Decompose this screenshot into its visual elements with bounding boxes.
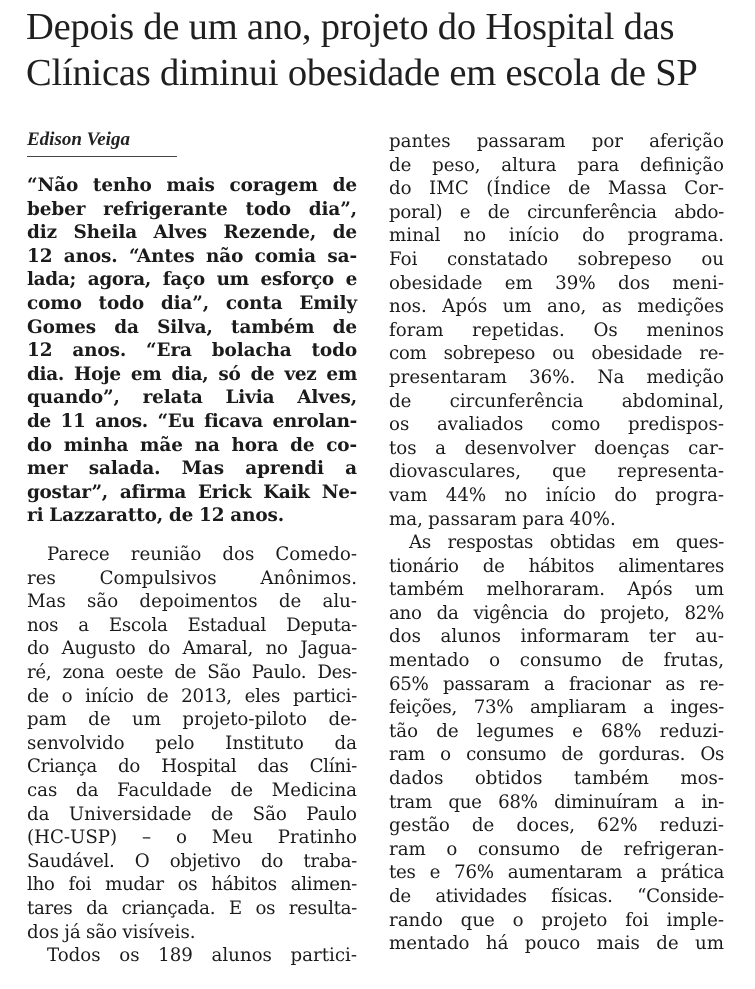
text-line: nos. Após um ano, as medições <box>389 296 724 318</box>
text-line: do Augusto do Amaral, no Jagua- <box>27 638 357 660</box>
text-line: (HC-USP) – o Meu Pratinho <box>27 827 357 849</box>
text-line: vam 44% no início do progra- <box>389 484 724 506</box>
text-line: dos alunos informaram ter au- <box>389 626 724 648</box>
text-line: gostar”, afirma Erick Kaik Ne- <box>27 481 357 503</box>
text-line: com sobrepeso ou obesidade re- <box>389 343 724 365</box>
text-line: pantes passaram por aferição <box>389 131 724 152</box>
text-line: dados obtidos também mos- <box>389 768 724 790</box>
text-line: ano da vigência do projeto, 82% <box>389 602 724 624</box>
text-line: Foi constatado sobrepeso ou <box>389 248 724 270</box>
text-line: os avaliados como predispos- <box>389 414 724 436</box>
text-line: cas da Faculdade de Medicina <box>27 779 357 801</box>
text-line: do minha mãe na hora de co- <box>27 434 357 456</box>
body-column-left <box>27 543 357 968</box>
text-line: rando que o projeto foi imple- <box>389 909 724 931</box>
text-line: gestão de doces, 62% reduzi- <box>389 815 724 837</box>
text-line: senvolvido pelo Instituto da <box>27 732 357 754</box>
text-line: ré, zona oeste de São Paulo. Des- <box>27 661 357 683</box>
text-line: como todo dia”, conta Emily <box>27 292 357 314</box>
text-line: poral) e de circunferência abdo- <box>389 201 724 223</box>
text-line: tos a desenvolver doenças car- <box>389 437 724 459</box>
text-line: de 11 anos. “Eu ficava enrolan- <box>27 410 357 432</box>
text-line: mer salada. Mas aprendi a <box>27 458 357 480</box>
text-line: de circunferência abdominal, <box>389 390 724 412</box>
text-line: ram o consumo de refrigeran- <box>389 838 724 860</box>
text-line: Mas são depoimentos de alu- <box>27 591 357 613</box>
text-line: diovasculares, que representa- <box>389 461 724 483</box>
text-line: lada; agora, faço um esforço e <box>27 269 357 291</box>
text-line: tram que 68% diminuíram a in- <box>389 791 724 813</box>
text-line: Criança do Hospital das Clíni- <box>27 756 357 778</box>
text-line: “Não tenho mais coragem de <box>27 175 357 196</box>
text-line: obesidade em 39% dos meni- <box>389 272 724 294</box>
body-column-right <box>389 130 724 956</box>
text-line: ram o consumo de gorduras. Os <box>389 744 724 766</box>
article-headline <box>26 4 746 96</box>
text-line: tares da criançada. E os resulta- <box>27 897 357 919</box>
text-line: ma, passaram para 40%. <box>389 508 616 530</box>
text-line: Parece reunião dos Comedo- <box>47 544 357 565</box>
text-line: diz Sheila Alves Rezende, de <box>27 222 357 244</box>
text-line: de atividades físicas. “Conside- <box>389 886 724 907</box>
text-line: dia. Hoje em dia, só de vez em <box>27 363 357 385</box>
text-line: feições, 73% ampliaram a inges- <box>389 697 724 719</box>
text-line: dos já são visíveis. <box>27 921 196 943</box>
text-line: do IMC (Índice de Massa Cor- <box>389 178 724 200</box>
text-line: também melhoraram. Após um <box>389 579 724 601</box>
text-line: tes e 76% aumentaram a prática <box>389 862 724 884</box>
text-line: presentaram 36%. Na medição <box>389 366 724 388</box>
text-line: res Compulsivos Anônimos. <box>27 567 357 589</box>
text-line: quando”, relata Livia Alves, <box>27 387 357 409</box>
text-line: 12 anos. “Era bolacha todo <box>27 340 357 362</box>
text-line: 12 anos. “Antes não comia sa- <box>27 245 357 267</box>
text-line: de o início de 2013, eles partici- <box>27 685 357 707</box>
text-line: de peso, altura para definição <box>389 154 724 176</box>
text-line: Saudável. O objetivo do traba- <box>27 850 357 872</box>
text-line: lho foi mudar os hábitos alimen- <box>27 874 357 896</box>
text-line: mentado há pouco mais de um <box>389 933 724 955</box>
text-line: beber refrigerante todo dia”, <box>27 198 357 220</box>
text-line: tionário de hábitos alimentares <box>389 555 724 577</box>
text-line: 65% passaram a fracionar as re- <box>389 673 724 695</box>
text-line: pam de um projeto-piloto de- <box>27 709 357 731</box>
text-line: As respostas obtidas em ques- <box>409 532 724 554</box>
byline: Edison Veiga <box>27 128 177 157</box>
text-line: minal no início do programa. <box>389 225 724 247</box>
text-line: tão de legumes e 68% reduzi- <box>389 720 724 742</box>
headline-line: Clínicas diminui obesidade em escola de SP <box>26 52 698 94</box>
text-line: Gomes da Silva, também de <box>27 316 357 338</box>
text-line: mentado o consumo de frutas, <box>389 650 724 672</box>
text-line: da Universidade de São Paulo <box>27 803 357 825</box>
lead-paragraph <box>27 174 357 528</box>
headline-line: Depois de um ano, projeto do Hospital das <box>26 6 675 48</box>
text-line: Todos os 189 alunos partici- <box>47 945 357 967</box>
text-line: nos a Escola Estadual Deputa- <box>27 614 357 636</box>
text-line: foram repetidas. Os meninos <box>389 319 724 341</box>
text-line: ri Lazzaratto, de 12 anos. <box>27 505 285 527</box>
